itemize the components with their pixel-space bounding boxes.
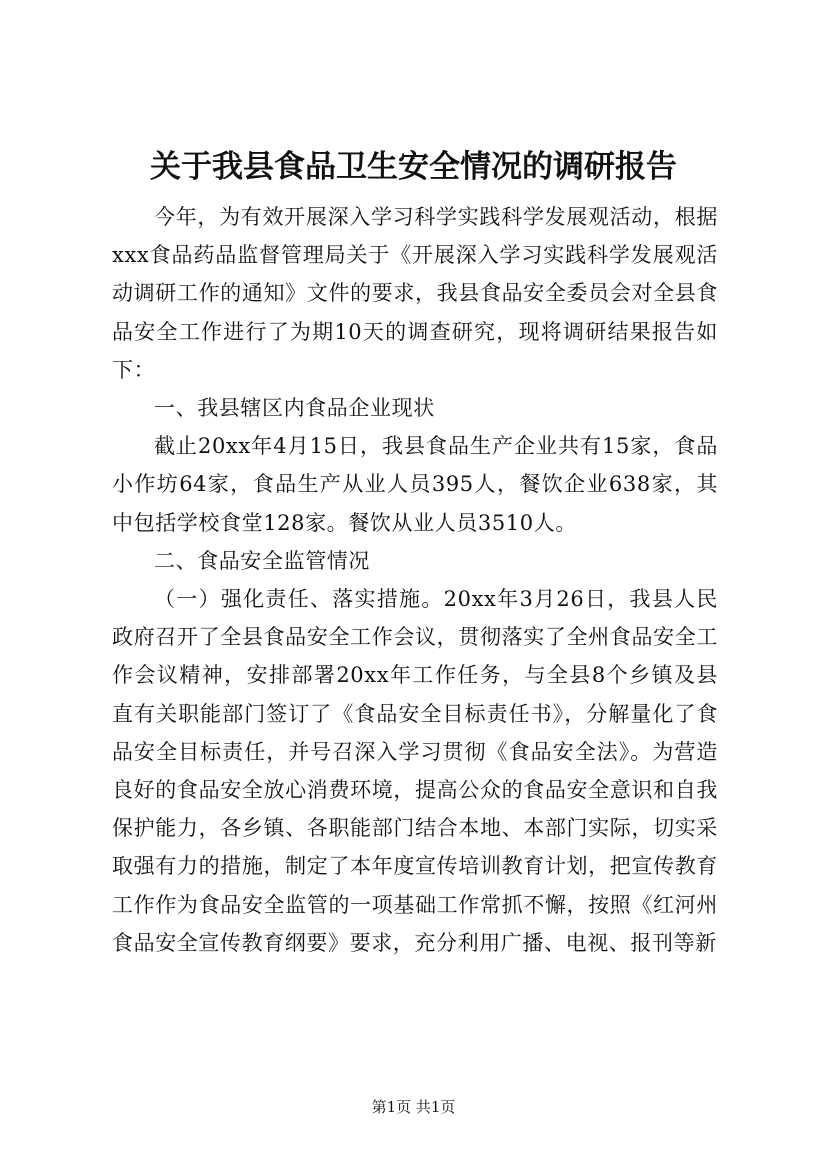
section-heading-2: 二、食品安全监管情况 (154, 548, 370, 573)
paragraph-intro: 今年，为有效开展深入学习科学实践科学发展观活动，根据xxx食品药品监督管理局关于《开展深入学习实践科学发展观活动调研工作的通知》文件的要求，我县食品安全委员会对全县食品安全工作进行了为期10天的调查研究，现将调研结果报告如下： (112, 205, 718, 382)
paragraph-supervision: （一）强化责任、落实措施。20xx年3月26日，我县人民政府召开了全县食品安全工作会议，贯彻落实了全州食品安全工作会议精神，安排部署20xx年工作任务，与全县8个乡镇及县直有关职能部门签订了《食品安全目标责任书》，分解量化了食品安全目标责任，并号召深入学习贯彻《食品安全法》。为营造良好的食品安全放心消费环境，提高公众的食品安全意识和自我保护能力，各乡镇、各职能部门结合本地、本部门实际，切实采取强有力的措施，制定了本年度宣传培训教育计划，把宣传教育工作作为食品安全监管的一项基础工作常抓不懈，按照《红河州食品安全宣传教育纲要》要求，充分利用广播、电视、报刊等新 (112, 587, 718, 955)
page-footer: 第1页 共1页 (371, 1098, 456, 1116)
document-body (112, 198, 718, 962)
paragraph-enterprise-status: 截止20xx年4月15日，我县食品生产企业共有15家，食品小作坊64家，食品生产从业人员395人，餐饮企业638家，其中包括学校食堂128家。餐饮从业人员3510人。 (112, 434, 718, 535)
section-heading-1: 一、我县辖区内食品企业现状 (154, 396, 435, 421)
document-title: 关于我县食品卫生安全情况的调研报告 (150, 149, 677, 185)
